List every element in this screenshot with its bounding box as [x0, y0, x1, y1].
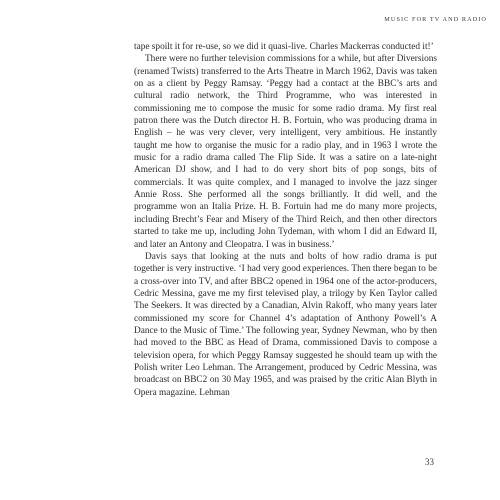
page-number: 33 — [425, 457, 434, 467]
paragraph-3: Davis says that looking at the nuts and bolts of how radio drama is put together is very instructive. ‘I had very good experiences. Then there began to be a cross-over into TV, and after BBC2 opened in 1964 one of the actor-producers, Cedric Messina, gave me my first televised play, a trilogy by Ken Taylor called The Seekers. It was directed by a Canadian, Alvin Rakoff, who many years later commissioned my score for Channel 4’s adaptation of Anthony Powell’s A Dance to the Music of Time.’ The following year, Sydney Newman, who by then had moved to the BBC as Head of Drama, commissioned Davis to compose a television opera, for which Peggy Ramsay suggested he should team up with the Polish writer Leo Lehman. The Arrangement, produced by Cedric Messina, was broadcast on BBC2 on 30 May 1965, and was praised by the critic Alan Blyth in Opera magazine. Lehman — [134, 251, 437, 398]
paragraph-2: There were no further television commissions for a while, but after Diversions (renamed Twists) transferred to the Arts Theatre in March 1962, Davis was taken on as a client by Peggy Ramsay. ‘Peggy had a contact at the BBC’s arts and cultural radio network, the Third Programme, who was interested in commissioning me to compose the music for some radio drama. My first real patron there was the Dutch director H. B. Fortuin, who was producing drama in English – he was very clever, very intelligent, very ambitious. He instantly taught me how to organise the music for a radio play, and in 1963 I wrote the music for a radio drama called The Flip Side. It was a satire on a late-night American DJ show, and I had to do very short bits of pop songs, bits of commercials. It was quite complex, and I managed to involve the jazz singer Annie Ross. She performed all the songs brilliantly. It did well, and the programme won an Italia Prize. H. B. Fortuin had me do many more projects, including Brecht’s Fear and Misery of the Third Reich, and then other directors started to take me up, including John Tydeman, with whom I did an Edward II, and later an Antony and Cleopatra. I was in business.’ — [134, 54, 437, 250]
body-text — [134, 41, 437, 399]
running-head: MUSIC FOR TV AND RADIO — [384, 16, 487, 23]
paragraph-1: tape spoilt it for re-use, so we did it quasi-live. Charles Mackerras conducted it!’ — [134, 42, 434, 52]
